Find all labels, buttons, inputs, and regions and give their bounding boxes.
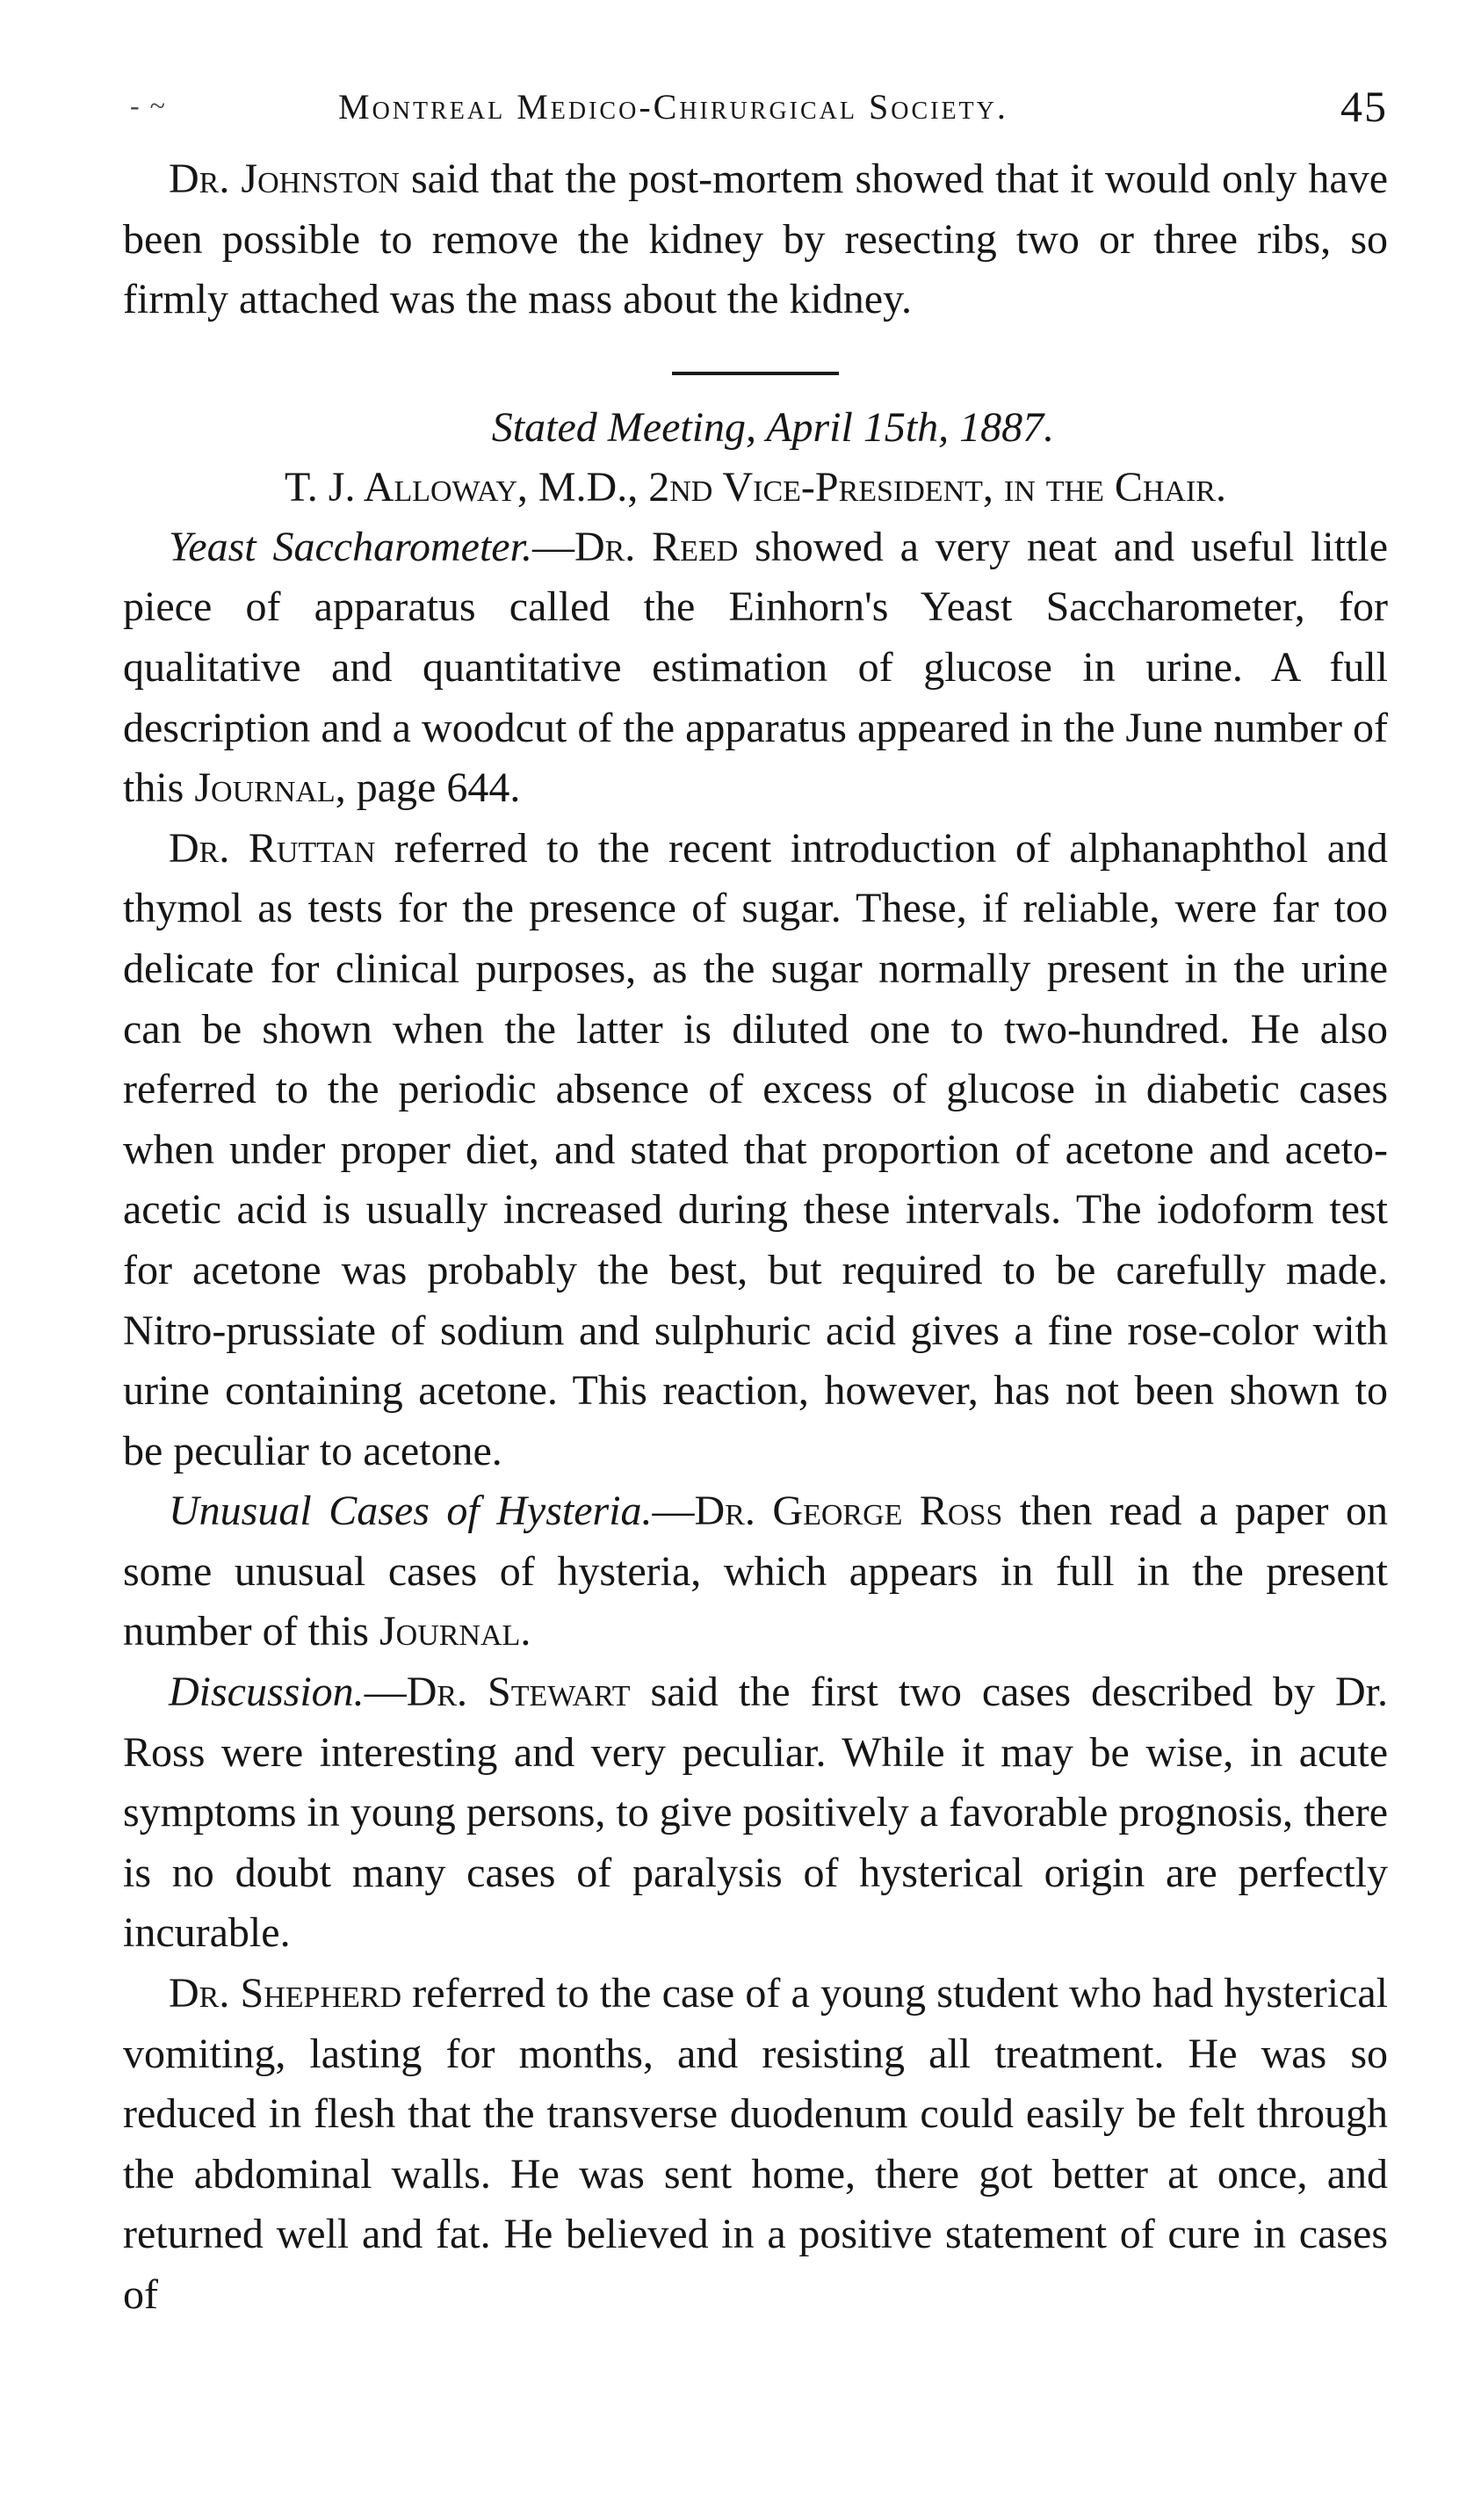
speaker-name: —Dr. George Ross [652,1488,1003,1535]
meeting-date: Stated Meeting, April 15th, 1887. [491,403,1055,451]
speaker-name: Dr. Ruttan [169,824,376,872]
paragraph-text-end: , page 644. [335,764,521,812]
paragraph-ruttan [123,819,1388,1482]
paragraph-text: said the first two cases described by Dr. Ross were interesting and very peculiar. While it may be wise, in acute symptoms in young persons, to give positively a favorable prognosis, there is no doubt many cases of paralysis of hysterical origin are perfectly incurable. [123,1669,1389,1957]
paragraph-johnston [123,149,1388,330]
topic-heading: Yeast Saccharometer. [169,523,532,570]
paragraph-discussion [123,1662,1388,1964]
running-title: Montreal Medico-Chirurgical Society. [338,87,1008,127]
speaker-name: Dr. Shepherd [169,1970,402,2017]
journal-name: Journal [194,764,336,812]
section-divider [672,372,839,375]
paragraph-text: referred to the recent introduction of alphanaphthol and thymol as tests for the presence of sugar. These, if reliable, were far too delicate for clinical purposes, as the sugar normally present in the urine can be shown when the latter is diluted one to two-hundred. He also referred to the periodic absence of excess of glucose in diabetic cases when under proper diet, and stated that proportion of acetone and aceto-acetic acid is usually increased during these intervals. The iodoform test for acetone was probably the best, but required to be carefully made. Nitro-prussiate of sodium and sulphuric acid gives a fine rose-color with urine containing acetone. This reaction, however, has not been shown to be peculiar to acetone. [123,824,1388,1474]
margin-marks: - ~ [130,90,167,121]
paragraph-shepherd [123,1964,1388,2326]
journal-name: Journal [379,1608,521,1655]
speaker-name: —Dr. Reed [531,523,739,570]
paragraph-text: said that the post-mortem showed that it would only have been possible to remove the kidney by resecting two or three ribs, so firmly attached was the mass about the kidney. [123,156,1388,323]
paragraph-text: then read a paper on some unusual cases of hysteria, which appears in full in the present number of this [123,1488,1389,1655]
topic-heading: Discussion. [169,1669,365,1716]
meeting-chair [123,458,1388,518]
paragraph-text-end: . [520,1608,531,1655]
paragraph-text: referred to the case of a young student who had hysterical vomiting, lasting for months, and resisting all treatment. He was so reduced in flesh that the transverse duodenum could easily be felt through the abdominal walls. He was sent home, there got better at once, and returned well and fat. He believed in a positive statement of cure in cases of [123,1970,1388,2318]
topic-heading: Unusual Cases of Hysteria. [169,1488,653,1535]
running-header [123,70,1388,149]
document-page [123,70,1388,2326]
paragraph-text: showed a very neat and useful little piece of apparatus called the Einhorn's Yeast Saccharometer, for qualitative and quantitative estimation of glucose in urine. A full description and a woodcut of the apparatus appeared in the June number of this [123,523,1389,812]
page-number: 45 [1340,82,1388,131]
paragraph-hysteria [123,1481,1388,1662]
speaker-name: —Dr. Stewart [364,1669,631,1716]
chair-text: T. J. Alloway, M.D., 2nd Vice-President, in the Chair. [285,463,1226,511]
speaker-name: Dr. Johnston [169,156,400,202]
paragraph-yeast-saccharometer [123,518,1388,819]
